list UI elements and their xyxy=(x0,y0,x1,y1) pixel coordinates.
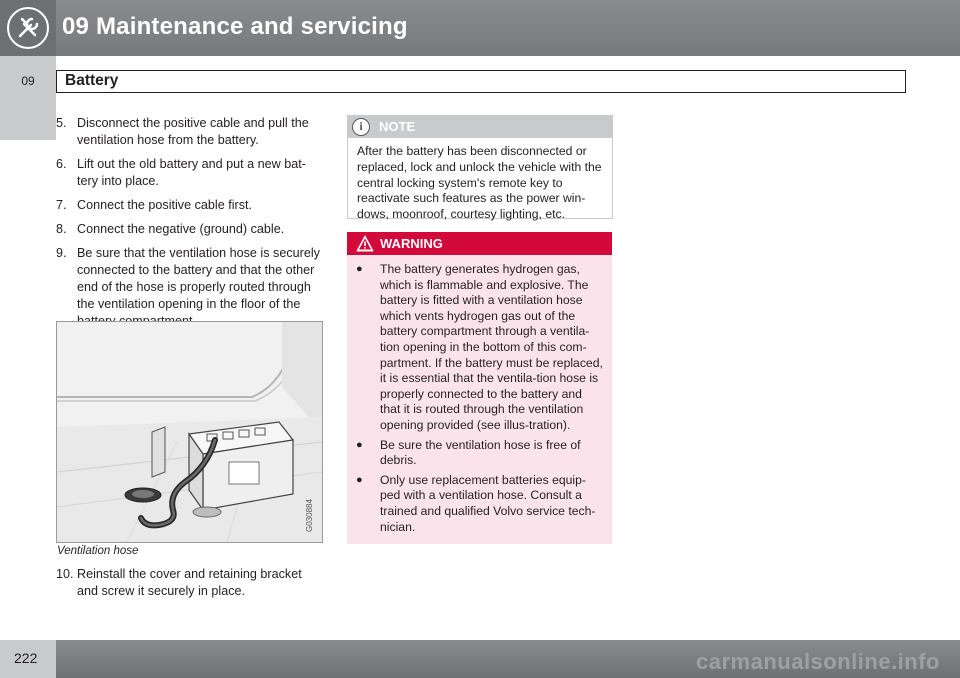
procedure-steps xyxy=(56,115,322,337)
step-text: Disconnect the positive cable and pull the ventilation hose from the battery. xyxy=(77,116,309,147)
chapter-header xyxy=(0,0,960,56)
note-header xyxy=(348,116,612,138)
warning-text: Be sure the ventilation hose is free of debris. xyxy=(380,437,581,468)
info-icon: i xyxy=(352,118,370,136)
step-number: 8. xyxy=(56,222,67,236)
note-box xyxy=(347,115,613,222)
warning-header xyxy=(347,232,612,255)
page-number: 222 xyxy=(14,650,38,666)
warning-box xyxy=(347,232,612,544)
list-item xyxy=(355,438,604,469)
step-number: 9. xyxy=(56,246,67,260)
step-text: Be sure that the ventilation hose is securely connected to the battery and that the other end of the hose is properly routed through the ventilation opening in the floor of the xyxy=(77,246,320,311)
ventilation-hose-illustration xyxy=(56,321,323,543)
step-number: 10. xyxy=(56,567,74,581)
figure-code: G030884 xyxy=(305,499,314,532)
note-text: After the battery has been disconnected or replaced, lock and unlock the vehicle with the central locking system's remote key to reactivate such features as the power win-dows, moonroof, courtesy lighting, etc. xyxy=(357,144,602,222)
section-heading xyxy=(56,70,906,93)
list-item xyxy=(56,566,322,600)
wrench-screwdriver-icon xyxy=(0,0,56,56)
chapter-tab xyxy=(0,56,56,140)
chapter-title: 09 Maintenance and servicing xyxy=(62,13,408,40)
section-title: Battery xyxy=(65,72,119,89)
list-item xyxy=(56,245,322,330)
bullet-icon: ● xyxy=(356,438,363,451)
step-number: 7. xyxy=(56,198,67,212)
list-item xyxy=(56,115,322,149)
step-text: Lift out the old battery and put a new bat-tery into place. xyxy=(77,157,306,188)
list-item xyxy=(355,262,604,434)
list-item xyxy=(56,221,322,238)
note-title: NOTE xyxy=(379,119,416,134)
list-item xyxy=(355,473,604,535)
bullet-icon: ● xyxy=(356,473,363,486)
step-number: 5. xyxy=(56,116,67,130)
list-item xyxy=(56,197,322,214)
bullet-icon: ● xyxy=(356,263,363,275)
step-text: Reinstall the cover and retaining bracket and screw it securely in place. xyxy=(77,567,302,598)
step-text: Connect the positive cable first. xyxy=(77,198,253,212)
warning-title: WARNING xyxy=(380,236,443,251)
chapter-number: 09 xyxy=(21,74,35,88)
warning-text: The battery generates hydrogen gas, which is flammable and explosive. The battery is fitted with a ventilation hose which vents hydrogen gas out of the battery compartment through a ventila-tion opening in the bottom of this com-partment. If the battery must be replaced, it is essential that the ventila-tion hose is properly connected to the battery and that it is routed through the ventilation opening provided (see illus-tration). xyxy=(380,262,603,432)
figure-caption: Ventilation hose xyxy=(57,545,139,557)
procedure-steps-continued xyxy=(56,566,322,600)
step-text: Connect the negative (ground) cable. xyxy=(77,222,285,236)
list-item xyxy=(56,156,322,190)
watermark: carmanualsonline.info xyxy=(696,649,940,674)
warning-text: Only use replacement batteries equip-ped with a ventilation hose. Consult a trained and qualified Volvo service tech-nician. xyxy=(380,472,596,534)
warning-triangle-icon xyxy=(356,235,374,252)
step-number: 6. xyxy=(56,157,67,171)
warning-list xyxy=(347,255,612,535)
